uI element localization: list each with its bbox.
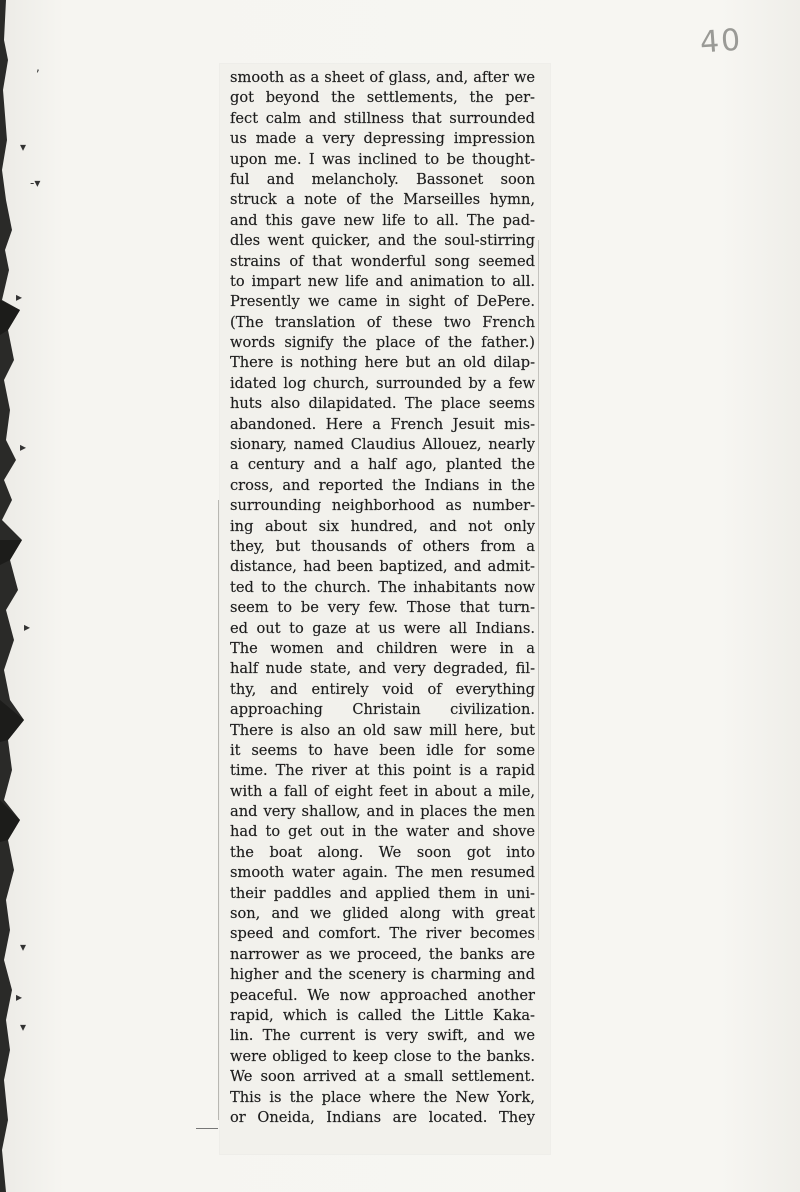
- article-line: (The translation of these two French: [230, 313, 535, 331]
- article-line: seem to be very few. Those that turn-: [230, 599, 535, 617]
- article-line: rapid, which is called the Little Kaka-: [230, 1006, 535, 1024]
- article-line: approaching Christain civilization.: [230, 701, 535, 719]
- article-line: were obliged to keep close to the banks.: [230, 1047, 535, 1065]
- article-line: Presently we came in sight of DePere.: [230, 293, 535, 311]
- article-line: idated log church, surrounded by a few: [230, 374, 535, 392]
- speck-mark: ▸: [20, 440, 27, 454]
- article-line: it seems to have been idle for some: [230, 741, 535, 759]
- article-line: peaceful. We now approached another: [230, 986, 535, 1004]
- article-line: ing about six hundred, and not only: [230, 517, 535, 535]
- article-line: half nude state, and very degraded, fil-: [230, 660, 535, 678]
- article-line: cross, and reported the Indians in the: [230, 476, 535, 494]
- article-line: sionary, named Claudius Allouez, nearly: [230, 436, 535, 454]
- article-column: [230, 68, 535, 1128]
- article-line: There is also an old saw mill here, but: [230, 721, 535, 739]
- speck-mark: ▾: [20, 140, 27, 154]
- clipping-right-edge: [538, 240, 539, 940]
- speck-mark: ,: [36, 60, 40, 74]
- article-line: dles went quicker, and the soul-stirring: [230, 232, 535, 250]
- article-line: The women and children were in a: [230, 639, 535, 657]
- article-line: and this gave new life to all. The pad-: [230, 211, 535, 229]
- article-line: This is the place where the New York,: [230, 1088, 535, 1106]
- article-line: narrower as we proceed, the banks are: [230, 945, 535, 963]
- article-line: higher and the scenery is charming and: [230, 966, 535, 984]
- article-line: they, but thousands of others from a: [230, 537, 535, 555]
- article-line: smooth as a sheet of glass, and, after we: [230, 69, 535, 86]
- article-line: the boat along. We soon got into: [230, 843, 535, 861]
- article-line: to impart new life and animation to all.: [230, 272, 535, 290]
- article-line: or Oneida, Indians are located. They: [230, 1108, 535, 1126]
- article-line: had to get out in the water and shove: [230, 823, 535, 841]
- article-line: lin. The current is very swift, and we: [230, 1027, 535, 1045]
- article-line: ed out to gaze at us were all Indians.: [230, 619, 535, 637]
- article-line: There is nothing here but an old dilap-: [230, 354, 535, 372]
- speck-mark: ▸: [16, 990, 23, 1004]
- article-line: We soon arrived at a small settlement.: [230, 1068, 535, 1086]
- speck-mark: ▸: [16, 290, 23, 304]
- speck-mark: ▾: [20, 1020, 27, 1034]
- article-line: distance, had been baptized, and admit-: [230, 558, 535, 576]
- article-line: huts also dilapidated. The place seems: [230, 395, 535, 413]
- clipping-left-edge: [218, 500, 219, 1120]
- article-line: struck a note of the Marseilles hymn,: [230, 191, 535, 209]
- article-line: strains of that wonderful song seemed: [230, 252, 535, 270]
- article-line: abandoned. Here a French Jesuit mis-: [230, 415, 535, 433]
- speck-mark: ▾: [20, 940, 27, 954]
- article-line: fect calm and stillness that surrounded: [230, 109, 535, 127]
- article-line: surrounding neighborhood as number-: [230, 497, 535, 515]
- article-line: with a fall of eight feet in about a mile,: [230, 782, 535, 800]
- article-line: thy, and entirely void of everything: [230, 680, 535, 698]
- article-line: smooth water again. The men resumed: [230, 864, 535, 882]
- article-line: words signify the place of the father.): [230, 334, 535, 352]
- article-line: got beyond the settlements, the per-: [230, 89, 535, 107]
- speck-mark: ▸: [24, 620, 31, 634]
- speck-mark: -▾: [30, 176, 41, 190]
- margin-dash: [196, 1128, 218, 1129]
- page-number: 40: [698, 22, 744, 61]
- article-line: their paddles and applied them in uni-: [230, 884, 535, 902]
- article-line: ted to the church. The inhabitants now: [230, 578, 535, 596]
- article-line: ful and melancholy. Bassonet soon: [230, 170, 535, 188]
- article-line: us made a very depressing impression: [230, 130, 535, 148]
- article-line: a century and a half ago, planted the: [230, 456, 535, 474]
- article-line: upon me. I was inclined to be thought-: [230, 150, 535, 168]
- article-line: time. The river at this point is a rapid: [230, 762, 535, 780]
- article-line: speed and comfort. The river becomes: [230, 925, 535, 943]
- article-line: and very shallow, and in places the men: [230, 803, 535, 821]
- article-line: son, and we glided along with great: [230, 905, 535, 923]
